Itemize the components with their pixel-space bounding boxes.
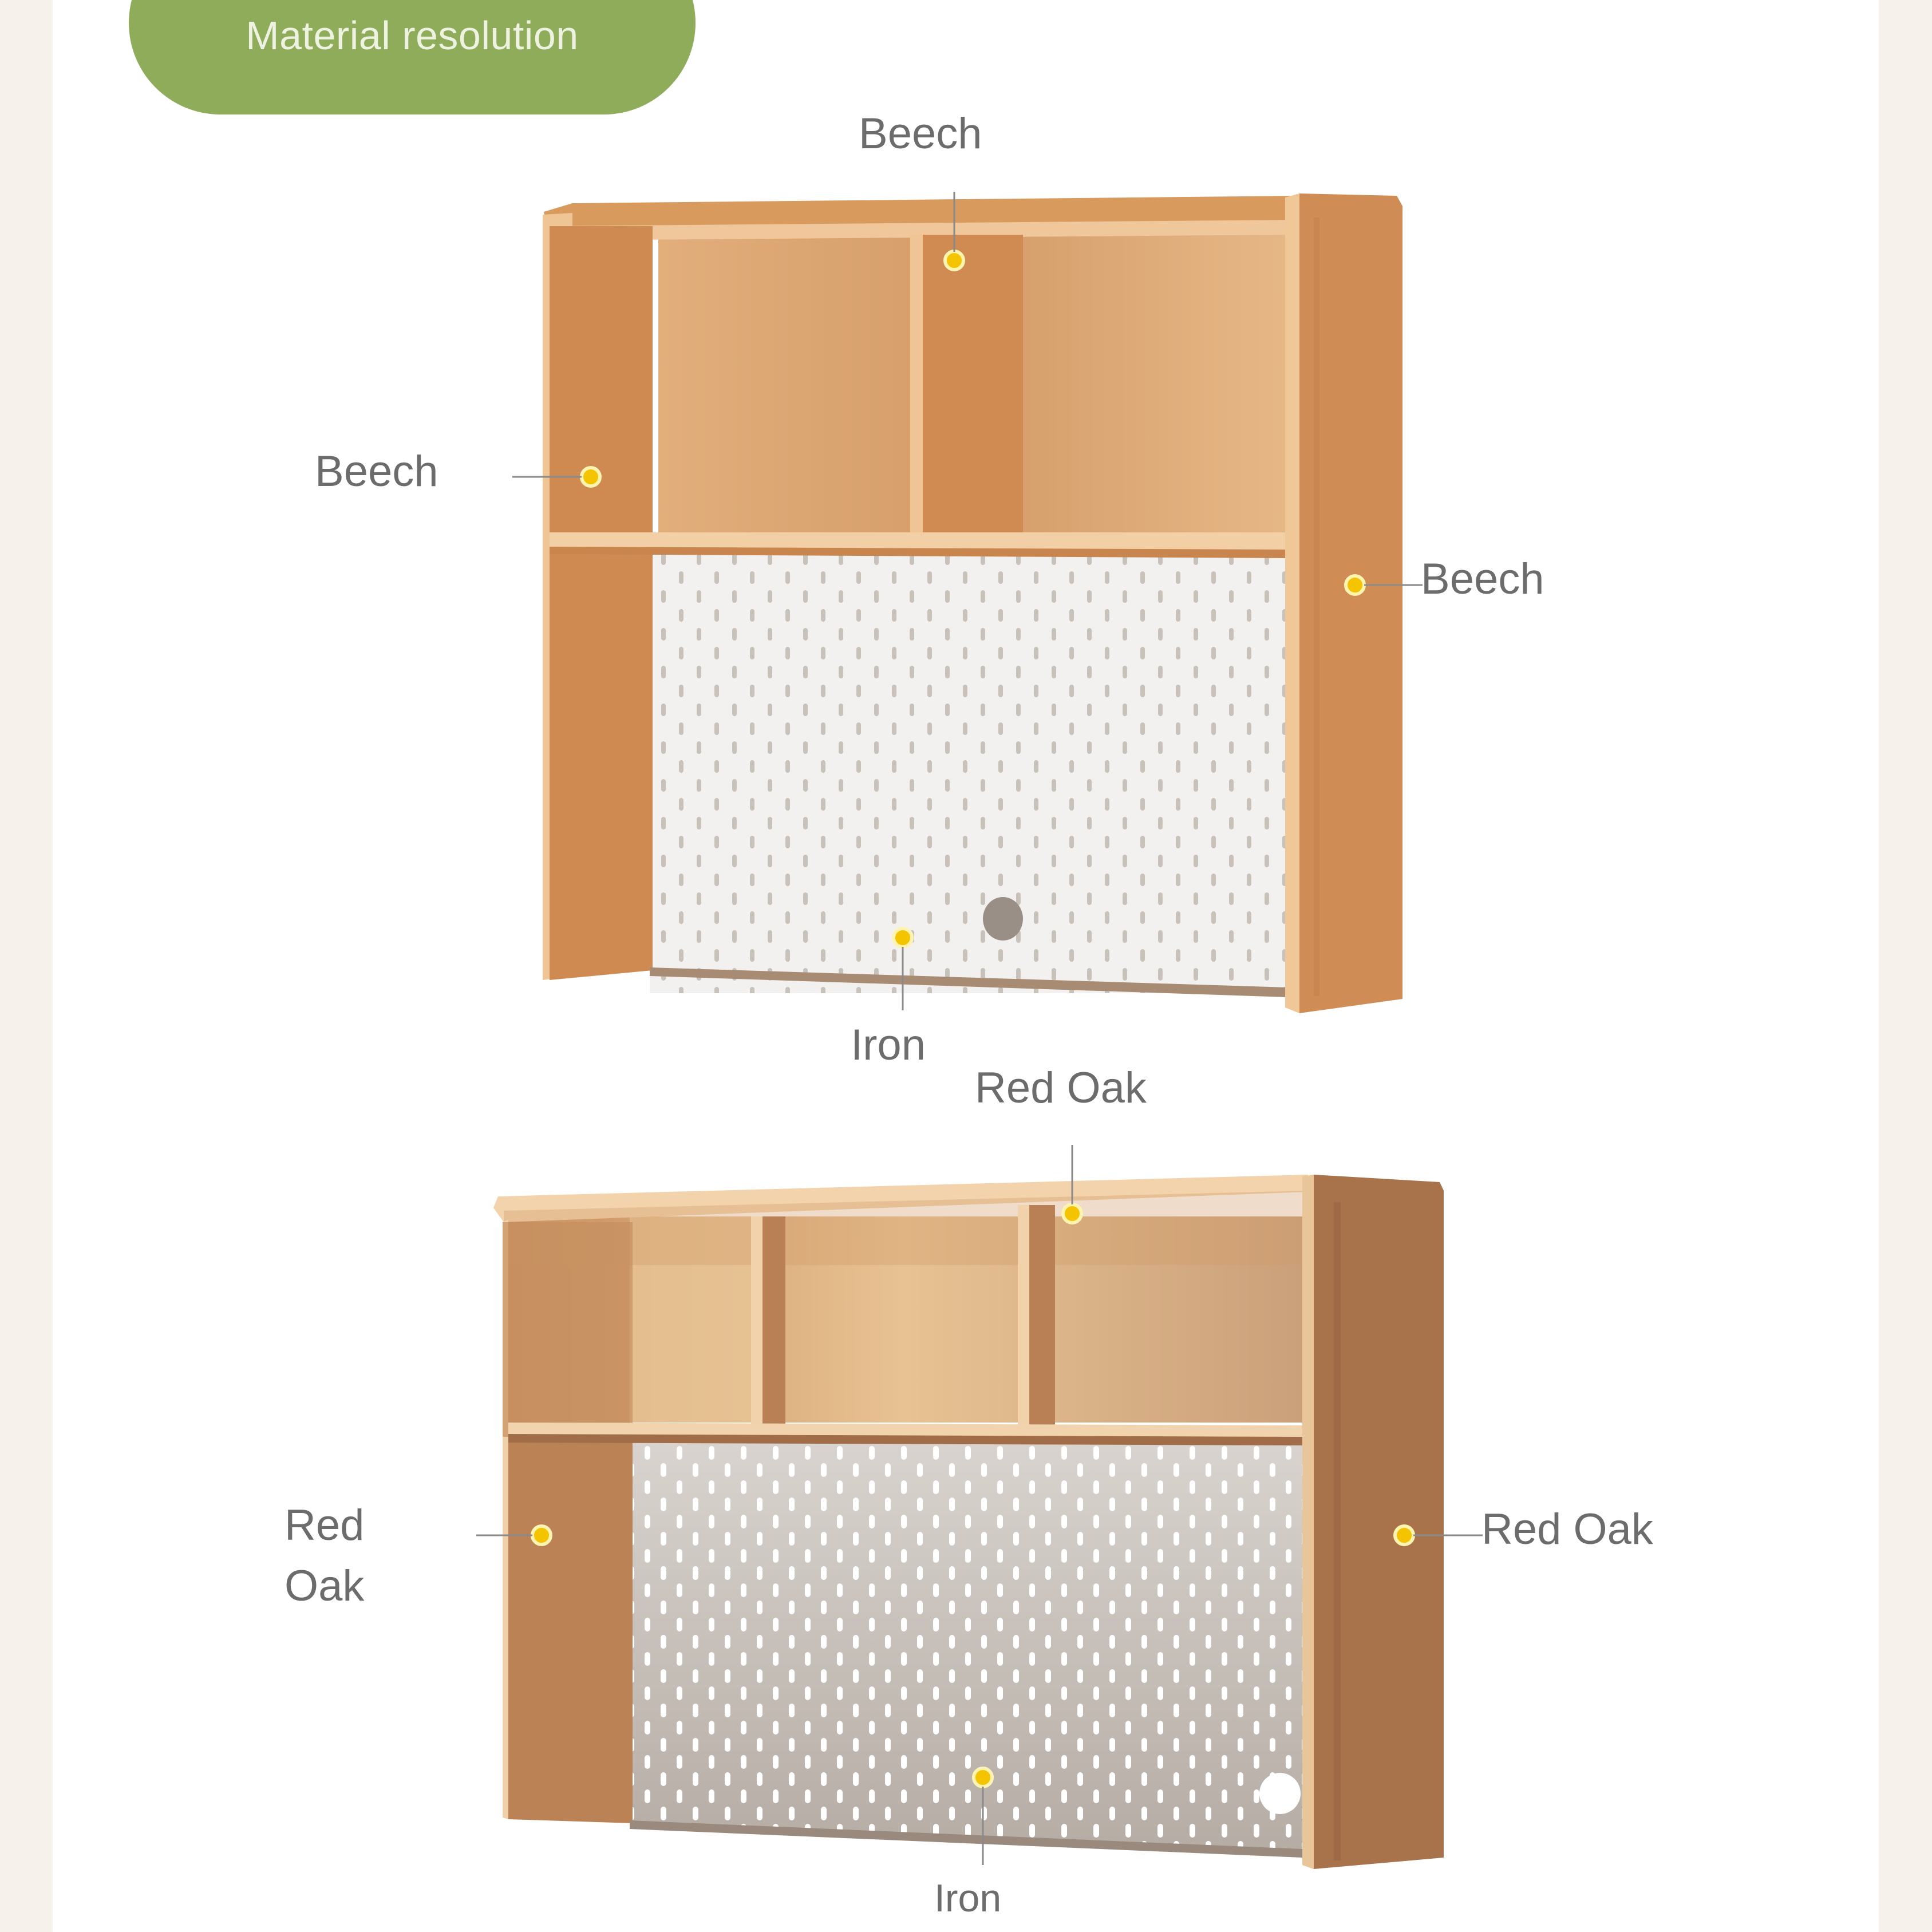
- label-lower-left: Red Oak: [285, 1501, 365, 1610]
- label-upper-right: Beech: [1421, 555, 1544, 603]
- label-lower-top: Red Oak: [975, 1064, 1147, 1112]
- marker-lower-bottom: [974, 1768, 992, 1787]
- marker-lower-top: [1063, 1204, 1081, 1223]
- marker-upper-top: [945, 251, 963, 270]
- marker-lower-left: [532, 1526, 551, 1544]
- label-lower-right: Red Oak: [1481, 1505, 1653, 1554]
- label-upper-bottom: Iron: [851, 1021, 926, 1069]
- marker-lower-right: [1395, 1526, 1413, 1544]
- label-upper-left: Beech: [315, 447, 438, 496]
- label-upper-top: Beech: [859, 109, 982, 158]
- marker-upper-left: [582, 468, 600, 486]
- label-lower-bottom: Iron: [934, 1876, 1002, 1920]
- marker-upper-right: [1346, 576, 1364, 594]
- header-title: Material resolution: [246, 13, 579, 58]
- upper-shelf: [512, 192, 1423, 1013]
- lower-shelf: [476, 1145, 1483, 1869]
- marker-upper-bottom: [894, 929, 912, 947]
